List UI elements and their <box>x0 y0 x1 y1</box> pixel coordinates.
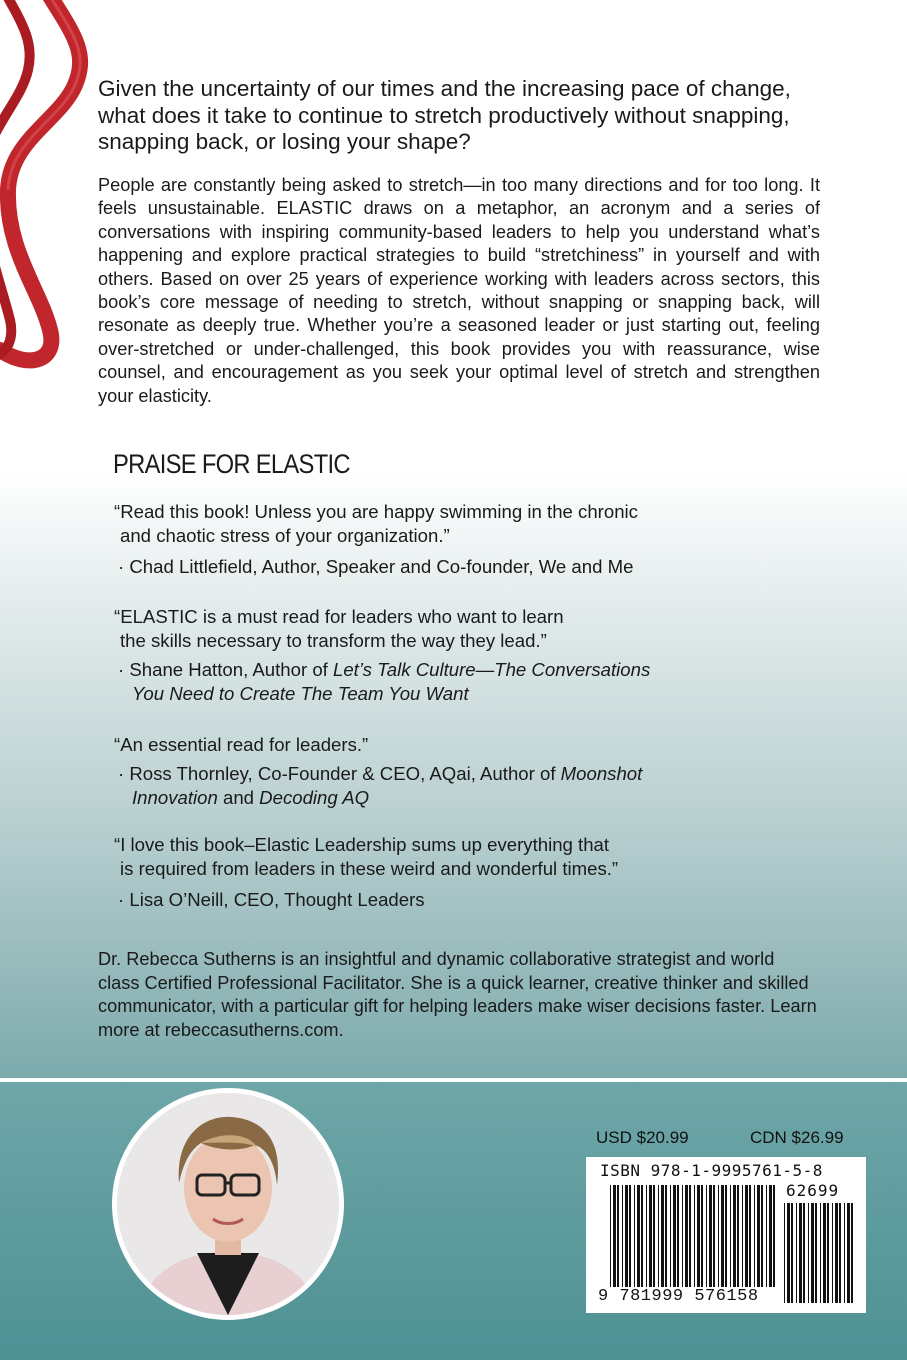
barcode-bar <box>694 1185 695 1287</box>
barcode-bar <box>689 1185 691 1287</box>
praise-attribution-3 <box>118 762 738 810</box>
praise-quote-3 <box>114 733 714 757</box>
praise-attribution-1 <box>118 555 738 579</box>
barcode-bar <box>682 1185 683 1287</box>
band-divider-line <box>0 1078 907 1082</box>
barcode-bar <box>713 1185 715 1287</box>
barcode-bar <box>835 1203 838 1303</box>
author-photo <box>112 1088 344 1320</box>
barcode-bar <box>737 1185 739 1287</box>
attribution-prefix: · Ross Thornley, Co-Founder & CEO, AQai, Author of <box>118 763 561 784</box>
barcode-bar <box>761 1185 763 1287</box>
barcode-bar <box>661 1185 664 1287</box>
barcode-bar <box>823 1203 826 1303</box>
barcode-bar <box>832 1203 833 1303</box>
barcode-bar <box>637 1185 640 1287</box>
praise-heading: PRAISE FOR ELASTIC <box>113 449 350 479</box>
barcode-bar <box>725 1185 727 1287</box>
barcode-bar <box>613 1185 616 1287</box>
barcode-bar <box>847 1203 850 1303</box>
quote-line: “Read this book! Unless you are happy swimming in the chronic <box>114 501 638 522</box>
book-description: People are constantly being asked to stretch—in too many directions and for too long. It feels unsustainable. ELASTIC draws on a metaphor, an acronym and a series of conversations with inspiring community-based leaders to help you understand what’s happening and explore practical strategies to build “stretchiness” in yourself and with others. Based on over 25 years of experience working with leaders across sectors, this book’s core message of needing to stretch, without snapping or snapping back, will resonate as deeply true. Whether you’re a seasoned leader or just starting out, feeling over-stretched or under-challenged, this book provides you with reassurance, wise counsel, and encouragement as you seek your optimal level of stretch and strengthen your elasticity. <box>98 175 820 406</box>
author-bio: Dr. Rebecca Sutherns is an insightful and dynamic collaborative strategist and world class Certified Professional Facilitator. She is a quick learner, creative thinker and skilled communicator, with a particular gift for helping leaders make wiser decisions faster. Learn more at rebeccasutherns.com. <box>98 949 817 1040</box>
price-cdn: CDN $26.99 <box>750 1128 844 1147</box>
barcode-bar <box>769 1185 772 1287</box>
barcode-bar <box>697 1185 700 1287</box>
book-title: Moonshot <box>560 763 643 784</box>
intro-question: Given the uncertainty of our times and the increasing pace of change, what does it take to continue to stretch productively without snapping, snapping back, or losing your shape? <box>98 76 791 154</box>
author-portrait-illustration <box>117 1093 339 1315</box>
barcode-bar <box>721 1185 724 1287</box>
ean-number: 9 781999 576158 <box>598 1287 759 1306</box>
barcode-bar <box>749 1185 751 1287</box>
isbn-barcode <box>586 1157 866 1313</box>
barcode-bar <box>808 1203 809 1303</box>
barcode-bar <box>718 1185 719 1287</box>
quote-line: the skills necessary to transform the way they lead.” <box>120 630 547 651</box>
barcode-bar <box>665 1185 667 1287</box>
praise-quote-2 <box>114 605 714 653</box>
barcode-bar <box>796 1203 797 1303</box>
barcode-bar <box>733 1185 736 1287</box>
praise-quote-1 <box>114 500 714 548</box>
barcode-bar <box>851 1203 853 1303</box>
barcode-bar <box>701 1185 703 1287</box>
quote-line: “I love this book–Elastic Leadership sums up everything that <box>114 834 610 855</box>
book-title: Decoding AQ <box>259 787 370 808</box>
price-list <box>596 1128 858 1148</box>
barcode-bar <box>649 1185 652 1287</box>
barcode-bar <box>709 1185 712 1287</box>
quote-line: and chaotic stress of your organization.” <box>120 525 450 546</box>
praise-attribution-2 <box>118 658 738 706</box>
attribution-prefix: · Shane Hatton, Author of <box>118 659 333 680</box>
barcode-bar <box>641 1185 643 1287</box>
barcode-bar <box>634 1185 635 1287</box>
quote-line: is required from leaders in these weird and wonderful times.” <box>120 858 619 879</box>
attribution-line: · Chad Littlefield, Author, Speaker and Co-founder, We and Me <box>118 556 634 577</box>
barcode-bar <box>677 1185 679 1287</box>
book-title: Let’s Talk Culture—The Conversations <box>333 659 651 680</box>
barcode-bar <box>811 1203 814 1303</box>
barcode-bar <box>803 1203 805 1303</box>
barcode-bar <box>839 1203 841 1303</box>
barcode-bar <box>773 1185 775 1287</box>
barcode-bar <box>799 1203 802 1303</box>
barcode-bar <box>844 1203 845 1303</box>
barcode-bar <box>646 1185 647 1287</box>
barcode-bar <box>658 1185 659 1287</box>
praise-attribution-4 <box>118 888 738 912</box>
barcode-bar <box>787 1203 790 1303</box>
barcode-bar <box>629 1185 631 1287</box>
barcode-bar <box>784 1203 785 1303</box>
barcode-bar <box>820 1203 821 1303</box>
barcode-bar <box>745 1185 748 1287</box>
barcode-bar <box>673 1185 676 1287</box>
price-code: 62699 <box>786 1181 840 1200</box>
barcode-bar <box>625 1185 628 1287</box>
quote-line: “An essential read for leaders.” <box>114 734 369 755</box>
barcode-bar <box>754 1185 755 1287</box>
quote-line: “ELASTIC is a must read for leaders who want to learn <box>114 606 564 627</box>
barcode-bar <box>757 1185 760 1287</box>
barcode-bar <box>742 1185 743 1287</box>
barcode-bar <box>827 1203 829 1303</box>
barcode-bar <box>766 1185 767 1287</box>
isbn-number: ISBN 978-1-9995761-5-8 <box>600 1161 823 1180</box>
barcode-bar <box>791 1203 793 1303</box>
barcode-bar <box>815 1203 817 1303</box>
barcode-bar <box>685 1185 688 1287</box>
barcode-bar <box>730 1185 731 1287</box>
attribution-line: · Lisa O’Neill, CEO, Thought Leaders <box>118 889 425 910</box>
barcode-bar <box>706 1185 707 1287</box>
praise-quote-4 <box>114 833 714 881</box>
price-usd: USD $20.99 <box>596 1128 689 1147</box>
barcode-bar <box>670 1185 671 1287</box>
book-title: You Need to Create The Team You Want <box>132 683 469 704</box>
attribution-conjunction: and <box>217 787 260 808</box>
barcode-bar <box>617 1185 619 1287</box>
barcode-bar <box>653 1185 655 1287</box>
barcode-bar <box>622 1185 623 1287</box>
book-title: Innovation <box>132 787 218 808</box>
barcode-bar <box>610 1185 611 1287</box>
